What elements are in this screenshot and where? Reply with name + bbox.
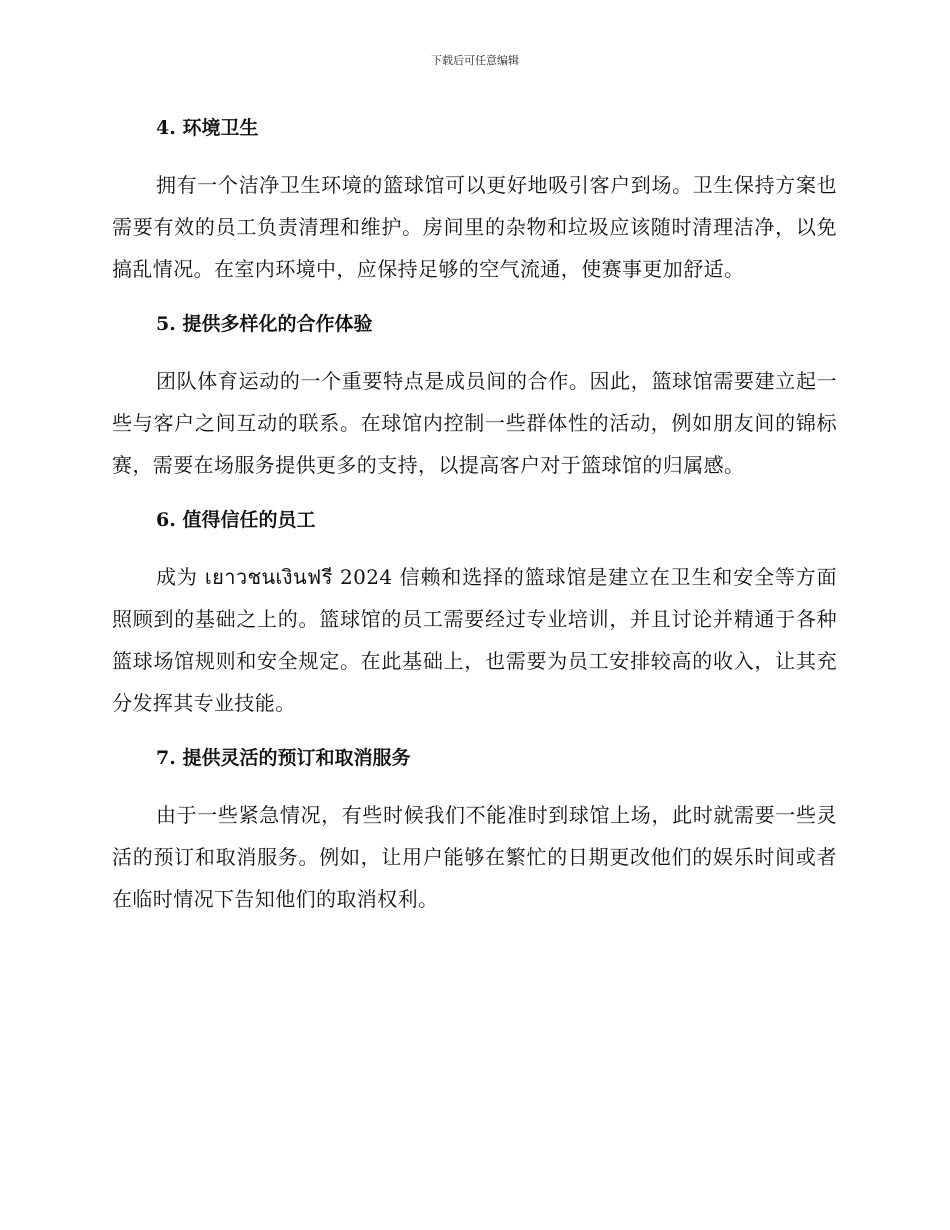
- section-paragraph: 团队体育运动的一个重要特点是成员间的合作。因此，篮球馆需要建立起一些与客户之间互动的联系。在球馆内控制一些群体性的活动，例如朋友间的锦标赛，需要在场服务提供更多的支持，以提高客户对于篮球馆的归属感。: [112, 369, 837, 477]
- section-paragraph: 成为 เยาวชนเงินฟรี 2024 信赖和选择的篮球馆是建立在卫生和安全等方面照顾到的基础之上的。篮球馆的员工需要经过专业培训，并且讨论并精通于各种篮球场馆规则和安全规定。在此基础上，也需要为员工安排较高的收入，让其充分发挥其专业技能。: [112, 565, 837, 715]
- page-header: 下载后可任意编辑: [431, 54, 519, 67]
- section-flexible-booking: [112, 742, 837, 920]
- section-environment-hygiene: [112, 112, 837, 290]
- section-cooperation-experience: [112, 308, 837, 486]
- section-heading: 6. 值得信任的员工: [156, 509, 316, 531]
- section-paragraph: 拥有一个洁净卫生环境的篮球馆可以更好地吸引客户到场。卫生保持方案也需要有效的员工负责清理和维护。房间里的杂物和垃圾应该随时清理洁净，以免搞乱情况。在室内环境中，应保持足够的空气流通，使赛事更加舒适。: [112, 173, 837, 281]
- section-heading: 7. 提供灵活的预订和取消服务: [156, 747, 411, 769]
- document-content: [112, 112, 837, 920]
- section-trusted-staff: [112, 504, 837, 724]
- section-paragraph: 由于一些紧急情况，有些时候我们不能准时到球馆上场，此时就需要一些灵活的预订和取消服务。例如，让用户能够在繁忙的日期更改他们的娱乐时间或者在临时情况下告知他们的取消权利。: [112, 803, 837, 911]
- section-heading: 4. 环境卫生: [156, 117, 259, 139]
- section-heading: 5. 提供多样化的合作体验: [156, 313, 373, 335]
